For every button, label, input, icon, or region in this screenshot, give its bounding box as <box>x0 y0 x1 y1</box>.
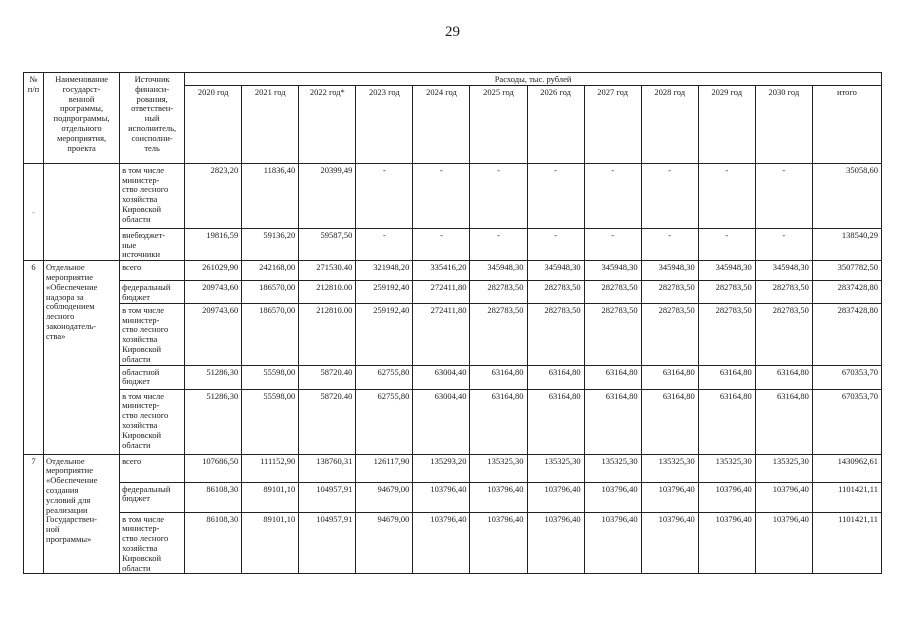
header-year-cell: 2025 год <box>470 85 527 163</box>
year-value-cell: 63164,80 <box>470 365 527 389</box>
funding-source-cell: областной бюджет <box>120 365 185 389</box>
year-value-cell: - <box>755 163 812 228</box>
year-value-cell: 86108,30 <box>185 512 242 574</box>
year-value-cell: - <box>527 228 584 260</box>
year-value-cell: - <box>356 228 413 260</box>
year-value-cell: 103796,40 <box>470 512 527 574</box>
year-value-cell: 186570,00 <box>242 303 299 365</box>
year-value-cell: 345948,30 <box>755 261 812 281</box>
year-value-cell: 104957,91 <box>299 512 356 574</box>
table-row <box>24 261 882 281</box>
year-value-cell: 63164,80 <box>584 389 641 454</box>
funding-source-cell: всего <box>120 261 185 281</box>
header-year-cell: 2020 год <box>185 85 242 163</box>
year-value-cell: 209743,60 <box>185 303 242 365</box>
year-value-cell: - <box>413 228 470 260</box>
table-row <box>24 454 882 482</box>
table-row <box>24 389 882 454</box>
table-row <box>24 281 882 304</box>
funding-source-cell: в том числе министер- ство лесного хозяйства Кировской области <box>120 389 185 454</box>
row-number-cell: 7 <box>24 454 44 574</box>
header-year-cell: 2027 год <box>584 85 641 163</box>
year-value-cell: 94679,00 <box>356 512 413 574</box>
year-value-cell: 242168,00 <box>242 261 299 281</box>
year-value-cell: 63164,80 <box>698 389 755 454</box>
year-value-cell: - <box>470 228 527 260</box>
year-value-cell: 282783,50 <box>527 281 584 304</box>
table-row <box>24 365 882 389</box>
year-value-cell: 59587,50 <box>299 228 356 260</box>
year-value-cell: 135325,30 <box>470 454 527 482</box>
total-value-cell: 1101421,11 <box>812 482 881 512</box>
header-year-cell: 2024 год <box>413 85 470 163</box>
header-year-cell: 2022 год* <box>299 85 356 163</box>
measure-name-cell: Отдельное мероприятие «Обеспечение создания условий для реализации Государствен- ной программы» <box>44 454 120 574</box>
year-value-cell: 259192,40 <box>356 303 413 365</box>
year-value-cell: 282783,50 <box>755 303 812 365</box>
total-value-cell: 1430962,61 <box>812 454 881 482</box>
year-value-cell: 63164,80 <box>584 365 641 389</box>
year-value-cell: 103796,40 <box>641 512 698 574</box>
year-value-cell: - <box>470 163 527 228</box>
year-value-cell: 19816,59 <box>185 228 242 260</box>
year-value-cell: 261029,90 <box>185 261 242 281</box>
year-value-cell: 272411,80 <box>413 303 470 365</box>
row-number-cell: 6 <box>24 261 44 454</box>
year-value-cell: - <box>584 228 641 260</box>
year-value-cell: 63164,80 <box>641 365 698 389</box>
year-value-cell: 126117,90 <box>356 454 413 482</box>
year-value-cell: - <box>527 163 584 228</box>
year-value-cell: 282783,50 <box>755 281 812 304</box>
year-value-cell: 103796,40 <box>527 482 584 512</box>
year-value-cell: 212810.00 <box>299 303 356 365</box>
year-value-cell: 135325,30 <box>698 454 755 482</box>
year-value-cell: 63164,80 <box>527 389 584 454</box>
funding-source-cell: федеральный бюджет <box>120 281 185 304</box>
year-value-cell: 63164,80 <box>755 365 812 389</box>
year-value-cell: 212810.00 <box>299 281 356 304</box>
year-value-cell: 345948,30 <box>584 261 641 281</box>
year-value-cell: - <box>755 228 812 260</box>
funding-source-cell: в том числе министер- ство лесного хозяйства Кировской области <box>120 163 185 228</box>
table-row <box>24 163 882 228</box>
funding-source-cell: в том числе министер- ство лесного хозяйства Кировской области <box>120 512 185 574</box>
year-value-cell: 63004,40 <box>413 389 470 454</box>
year-value-cell: 282783,50 <box>470 281 527 304</box>
year-value-cell: 103796,40 <box>755 482 812 512</box>
year-value-cell: 89101,10 <box>242 482 299 512</box>
header-source-cell: Источник финанси- рования, ответствен- ный исполнитель, соисполни- тель <box>120 73 185 164</box>
year-value-cell: 282783,50 <box>527 303 584 365</box>
year-value-cell: - <box>641 163 698 228</box>
year-value-cell: 272411,80 <box>413 281 470 304</box>
year-value-cell: 103796,40 <box>413 482 470 512</box>
header-name-cell: Наименование государст- венной программы, подпрограммы, отдельного мероприятия, проекта <box>44 73 120 164</box>
year-value-cell: 345948,30 <box>698 261 755 281</box>
header-year-cell: 2028 год <box>641 85 698 163</box>
year-value-cell: 103796,40 <box>527 512 584 574</box>
year-value-cell: 103796,40 <box>413 512 470 574</box>
funding-source-cell: в том числе министер- ство лесного хозяйства Кировской области <box>120 303 185 365</box>
header-year-cell: 2023 год <box>356 85 413 163</box>
year-value-cell: - <box>356 163 413 228</box>
header-year-cell: 2029 год <box>698 85 755 163</box>
year-value-cell: - <box>641 228 698 260</box>
year-value-cell: - <box>413 163 470 228</box>
year-value-cell: 282783,50 <box>641 281 698 304</box>
year-value-cell: 282783,50 <box>698 281 755 304</box>
year-value-cell: 135325,30 <box>755 454 812 482</box>
year-value-cell: 86108,30 <box>185 482 242 512</box>
year-value-cell: 103796,40 <box>584 512 641 574</box>
year-value-cell: 94679,00 <box>356 482 413 512</box>
year-value-cell: 55598,00 <box>242 389 299 454</box>
header-year-cell: 2030 год <box>755 85 812 163</box>
year-value-cell: 63164,80 <box>641 389 698 454</box>
year-value-cell: 103796,40 <box>698 482 755 512</box>
total-value-cell: 1101421,11 <box>812 512 881 574</box>
year-value-cell: 138760,31 <box>299 454 356 482</box>
year-value-cell: 63164,80 <box>470 389 527 454</box>
year-value-cell: 107686,50 <box>185 454 242 482</box>
funding-source-cell: всего <box>120 454 185 482</box>
year-value-cell: 271530.40 <box>299 261 356 281</box>
funding-source-cell: внебюджет- ные источники <box>120 228 185 260</box>
year-value-cell: 135325,30 <box>584 454 641 482</box>
year-value-cell: 20399,49 <box>299 163 356 228</box>
year-value-cell: 104957,91 <box>299 482 356 512</box>
year-value-cell: 63164,80 <box>755 389 812 454</box>
year-value-cell: 282783,50 <box>584 281 641 304</box>
header-year-cell: итого <box>812 85 881 163</box>
year-value-cell: 103796,40 <box>584 482 641 512</box>
year-value-cell: 282783,50 <box>698 303 755 365</box>
header-year-cell: 2021 год <box>242 85 299 163</box>
year-value-cell: 2823,20 <box>185 163 242 228</box>
year-value-cell: 58720.40 <box>299 365 356 389</box>
total-value-cell: 670353,70 <box>812 389 881 454</box>
year-value-cell: 111152,90 <box>242 454 299 482</box>
year-value-cell: 321948,20 <box>356 261 413 281</box>
year-value-cell: 209743,60 <box>185 281 242 304</box>
year-value-cell: 335416,20 <box>413 261 470 281</box>
year-value-cell: 59136,20 <box>242 228 299 260</box>
measure-name-cell: Отдельное мероприятие «Обеспечение надзора за соблюдением лесного законодатель- ства» <box>44 261 120 454</box>
year-value-cell: 63004,40 <box>413 365 470 389</box>
year-value-cell: 63164,80 <box>527 365 584 389</box>
year-value-cell: 63164,80 <box>698 365 755 389</box>
year-value-cell: 51286,30 <box>185 365 242 389</box>
budget-table <box>23 72 882 574</box>
year-value-cell: 135325,30 <box>527 454 584 482</box>
year-value-cell: 135293,20 <box>413 454 470 482</box>
year-value-cell: 135325,30 <box>641 454 698 482</box>
year-value-cell: - <box>698 228 755 260</box>
table-row <box>24 482 882 512</box>
header-expenses-cell: Расходы, тыс. рублей <box>185 73 882 86</box>
year-value-cell: 55598,00 <box>242 365 299 389</box>
table-row <box>24 512 882 574</box>
row-number-cell: - <box>24 163 44 260</box>
page-number: 29 <box>445 24 460 40</box>
funding-source-cell: федеральный бюджет <box>120 482 185 512</box>
year-value-cell: 58720.40 <box>299 389 356 454</box>
total-value-cell: 2837428,80 <box>812 303 881 365</box>
total-value-cell: 138540,29 <box>812 228 881 260</box>
header-num-cell: № п/п <box>24 73 44 164</box>
table-row <box>24 303 882 365</box>
header-year-cell: 2026 год <box>527 85 584 163</box>
total-value-cell: 3507782,50 <box>812 261 881 281</box>
total-value-cell: 670353,70 <box>812 365 881 389</box>
year-value-cell: 103796,40 <box>698 512 755 574</box>
year-value-cell: - <box>584 163 641 228</box>
year-value-cell: 282783,50 <box>584 303 641 365</box>
year-value-cell: 103796,40 <box>470 482 527 512</box>
year-value-cell: 282783,50 <box>470 303 527 365</box>
year-value-cell: 282783,50 <box>641 303 698 365</box>
year-value-cell: 345948,30 <box>527 261 584 281</box>
year-value-cell: 62755,80 <box>356 365 413 389</box>
year-value-cell: 103796,40 <box>755 512 812 574</box>
year-value-cell: 345948,30 <box>470 261 527 281</box>
year-value-cell: 62755,80 <box>356 389 413 454</box>
total-value-cell: 35058,60 <box>812 163 881 228</box>
year-value-cell: 186570,00 <box>242 281 299 304</box>
header-row-top <box>24 73 882 86</box>
year-value-cell: 345948,30 <box>641 261 698 281</box>
table-row <box>24 228 882 260</box>
measure-name-cell <box>44 163 120 260</box>
year-value-cell: 11836,40 <box>242 163 299 228</box>
year-value-cell: 259192,40 <box>356 281 413 304</box>
total-value-cell: 2837428,80 <box>812 281 881 304</box>
year-value-cell: - <box>698 163 755 228</box>
year-value-cell: 89101,10 <box>242 512 299 574</box>
year-value-cell: 103796,40 <box>641 482 698 512</box>
year-value-cell: 51286,30 <box>185 389 242 454</box>
